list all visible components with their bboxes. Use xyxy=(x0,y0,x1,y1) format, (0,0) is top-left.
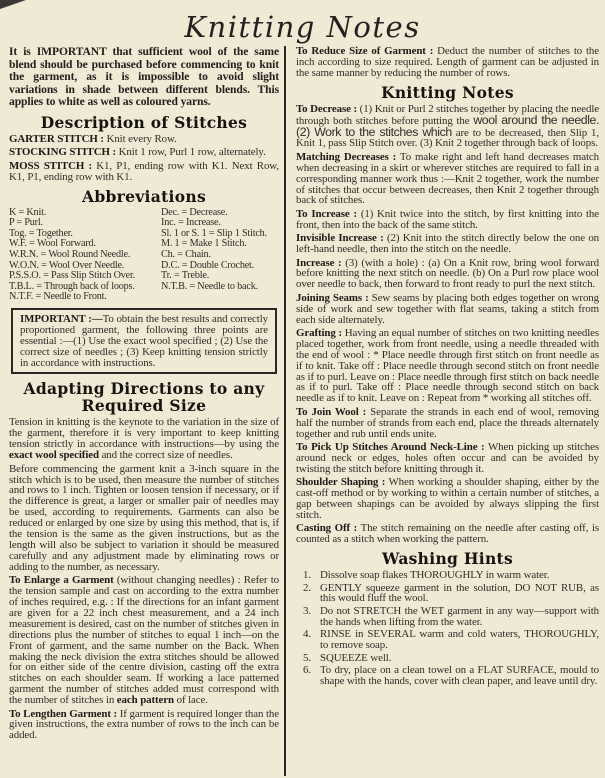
abbreviations-table xyxy=(9,208,279,303)
abbr-entry: Tog. = Together. xyxy=(9,227,73,239)
abbr-entry: M. 1 = Make 1 Stitch. xyxy=(161,238,247,250)
list-text: GENTLY squeeze garment in the solution, DO NOT RUB, as this would fluff the wool. xyxy=(320,581,599,605)
abbr-entry: Tr. = Treble. xyxy=(161,270,210,282)
washing-hints-list xyxy=(296,570,599,687)
para-invisible-increase xyxy=(296,233,599,255)
term: GARTER STITCH : xyxy=(9,132,104,145)
text: Refer to the tension sample and cast on according to the extra number of inches required, e.g. : If the directions for an infant garment are given for a 22 inch chest measurement, and a 24 inch measurement is desired, cast on the number of stitches given in directions plus the number of stitches to equal 1 inch—on the Front of garment, and the same number on the Back. When making the neck division the extra stitches should be allowed for on either side of the centre division, casting off the extra stitches on each shoulder seam. If working a lace patterned garment the number of stitches added must correspond with the number of stitches in xyxy=(9,574,280,707)
text: (2) Knit into the stitch directly below the one on left-hand needle, then into the stitch on the needle. xyxy=(296,232,600,256)
text: Deduct the number of stitches to the inch according to size required. Length of garment can be adjusted in the same manner by reducing the number of rows. xyxy=(296,45,599,79)
abbr-entry: Sl. 1 or S. 1 = Slip 1 Stitch. xyxy=(161,227,267,239)
term: Invisible Increase : xyxy=(296,232,384,245)
list-text: To dry, place on a clean towel on a FLAT SURFACE, mould to shape with the hands, cover with clean paper, and leave until dry. xyxy=(320,663,599,687)
para-increase-with-hole xyxy=(296,258,599,291)
abbr-entry: Inc. = Increase. xyxy=(161,217,221,229)
two-column-layout xyxy=(0,44,605,776)
term: Increase : xyxy=(296,256,342,269)
term: Matching Decreases : xyxy=(296,150,397,163)
abbr-entry: W.O.N. = Wool Over Needle. xyxy=(9,259,125,271)
text: Tension in knitting is the keynote to the variation in the size of the garment, therefore it is very important to keep knitting tension strictly in accordance with instructions—by using the xyxy=(9,416,279,451)
abbreviations-left-list xyxy=(9,208,161,303)
important-paragraph xyxy=(20,314,268,369)
para-joining-seams xyxy=(296,293,599,326)
intro-paragraph: It is IMPORTANT that sufficient wool of the same blend should be purchased before commencing to knit the garment, as it is impossible to avoid slight variations in shade between different blends. This applies to white as well as coloured yarns. xyxy=(9,45,279,109)
para-matching-decreases xyxy=(296,152,599,207)
section-heading-washing-hints: Washing Hints xyxy=(381,549,514,569)
term: To Lengthen Garment : xyxy=(9,707,118,720)
para-lengthen-garment xyxy=(9,709,279,742)
para-grafting xyxy=(296,328,599,404)
term: To Reduce Size of Garment : xyxy=(296,45,434,57)
list-number: 2. xyxy=(303,581,311,594)
list-number: 4. xyxy=(303,628,311,641)
washing-hint xyxy=(296,583,599,605)
right-column xyxy=(286,44,605,776)
section-heading-adapting-directions: Adapting Directions to any Required Size xyxy=(23,379,265,416)
page-title: Knitting Notes xyxy=(184,10,421,44)
text: (3) (with a hole) : (a) On a Knit row, bring wool forward before knitting the next stitch on needle. (b) On a Purl row place wool over needle to back, then forward to front ready to purl the next stitch. xyxy=(296,256,599,291)
text: (1) Knit twice into the stitch, by first knitting into the front, then into the back of the same stitch. xyxy=(296,207,599,231)
abbr-entry: N.T.B. = Needle to back. xyxy=(161,280,258,292)
list-text: Dissolve soap flakes THOROUGHLY in warm water. xyxy=(320,569,550,582)
text: Having an equal number of stitches on two knitting needles placed together, work from front needle, using a needle threaded with the end of wool : * Place needle through first stitch on front needle as if to knit. Take off : Place needle through second stitch on front needle as if to purl. Leave on : Place needle through first stitch on back needle as if to purl. Take off : Place needle through second stitch on back needle as if to knit. Leave on : Repeat from * working all stitches off. xyxy=(296,326,599,405)
definition: Knit 1 row, Purl 1 row, alternately. xyxy=(116,146,266,159)
list-text: RINSE in SEVERAL warm and cold waters, THOROUGHLY, to remove soap. xyxy=(320,628,599,652)
abbr-entry: Ch. = Chain. xyxy=(161,248,211,260)
term: Shoulder Shaping : xyxy=(296,476,386,489)
list-number: 1. xyxy=(303,569,311,582)
text: (1) Knit or Purl 2 stitches together by placing the needle through both stitches before putting the xyxy=(296,102,599,127)
definition: Knit every Row. xyxy=(103,132,177,145)
section-heading-knitting-notes: Knitting Notes xyxy=(381,82,514,102)
emphasis: exact wool specified xyxy=(9,449,99,462)
text: If garment is required longer than the given instructions, the extra number of rows to the inch can be added. xyxy=(9,707,279,742)
stitch-garter xyxy=(9,134,279,145)
term: MOSS STITCH : xyxy=(9,159,93,172)
abbr-entry: K = Knit. xyxy=(9,206,47,218)
para-tension-square: Before commencing the garment knit a 3-inch square in the stitch which is to be used, then measure the number of stitches and rows to 1 inch. Tighten or loosen tension if necessary, or if the difference is great, a larger or smaller pair of needles may be used, according to requirements. Garments can also be reduced or enlarged by one size by using this method, that is, if the tension is the same as the given instructions, but as the length will also be subject to variation it should be measured carefully and any adjustment made by eliminating rows or adding to the number, as necessary. xyxy=(9,462,279,573)
para-to-increase xyxy=(296,209,599,231)
para-shoulder-shaping xyxy=(296,477,599,521)
text: The stitch remaining on the needle after casting off, is counted as a stitch when working the pattern. xyxy=(296,522,600,546)
abbr-entry: W.R.N. = Wool Round Needle. xyxy=(9,248,131,260)
abbr-entry: N.T.F. = Needle to Front. xyxy=(9,291,107,303)
washing-hint xyxy=(296,629,599,651)
para-casting-off xyxy=(296,523,599,545)
term: STOCKING STITCH : xyxy=(9,146,117,159)
text: When picking up stitches around neck or edges, holes often occur and can be avoided by twisting the stitch before knitting through it. xyxy=(296,441,599,475)
para-enlarge-garment xyxy=(9,575,279,706)
text: are to be decreased, then Slip 1, Knit 1, pass Slip Stitch over. (3) Knit 2 together through back of loops. xyxy=(296,126,600,150)
term: IMPORTANT :— xyxy=(20,312,103,325)
text: (without changing needles) : xyxy=(113,574,241,587)
text: When working a shoulder shaping, either by the cast-off method or by working to within a certain number of stitches, a gap between shapings can be avoided by always slipping the first stitch. xyxy=(296,476,599,521)
washing-hint xyxy=(296,653,599,664)
para-reduce-size xyxy=(296,46,599,79)
emphasis: each pattern xyxy=(116,694,174,707)
para-to-join-wool xyxy=(296,407,599,440)
abbr-entry: T.B.L. = Through back of loops. xyxy=(9,280,135,292)
term: Joining Seams : xyxy=(296,291,369,304)
abbr-entry: P = Purl. xyxy=(9,217,43,229)
abbr-entry: P.S.S.O. = Pass Slip Stitch Over. xyxy=(9,270,135,282)
stitch-moss xyxy=(9,161,279,183)
list-text: SQUEEZE well. xyxy=(320,651,392,664)
term: Grafting : xyxy=(296,326,342,339)
text: To obtain the best results and correctly proportioned garment, the following three points are essential :—(1) Use the exact wool specified ; (2) Use the correct size of needles ; (3) Keep knitting tension strictly in accordance with instructions. xyxy=(20,312,268,369)
term: To Enlarge a Garment xyxy=(9,574,114,587)
text: Sew seams by placing both edges together on wrong side of work and sew together with flat seams, taking a stitch from each side alternately. xyxy=(296,291,599,326)
text: To make right and left hand decreases match when decreasing in a skirt or wherever stitches are required to fall in a corresponding manner work thus :—Knit 2 together, work the number of stitches that occur between decreases, then Knit 2 together through back of stitches. xyxy=(296,150,599,207)
para-to-decrease xyxy=(296,104,599,150)
section-heading-description-of-stitches: Description of Stitches xyxy=(40,112,248,132)
para-pick-up-stitches xyxy=(296,442,599,475)
term: To Decrease : xyxy=(296,102,358,115)
term: To Increase : xyxy=(296,207,357,220)
text: and the correct size of needles. xyxy=(98,449,233,462)
term: To Pick Up Stitches Around Neck-Line : xyxy=(296,441,485,453)
washing-hint xyxy=(296,665,599,687)
text: Separate the strands in each end of wool, removing half the number of strands from each end, place the threads alternately together and rub until ends unite. xyxy=(296,405,599,440)
term: Casting Off : xyxy=(296,522,358,535)
abbr-entry: W.F. = Wool Forward. xyxy=(9,238,96,250)
term: To Join Wool : xyxy=(296,405,367,418)
list-number: 6. xyxy=(303,663,311,676)
washing-hint xyxy=(296,606,599,628)
list-number: 3. xyxy=(303,604,311,617)
washing-hint xyxy=(296,570,599,581)
text-different-typeface: wool around the needle. (2) Work to the stitches which xyxy=(296,112,599,139)
definition: K1, P1, ending row with K1. Next Row, K1, P1, ending row with K1. xyxy=(9,159,279,183)
stitch-stocking xyxy=(9,147,279,158)
section-heading-abbreviations: Abbreviations xyxy=(82,186,206,206)
important-notice-box xyxy=(11,308,277,375)
list-text: Do not STRETCH the WET garment in any way—support with the hands when lifting from the water. xyxy=(320,604,599,628)
abbreviations-right-list xyxy=(161,208,279,303)
abbr-entry: D.C. = Double Crochet. xyxy=(161,259,255,271)
para-tension xyxy=(9,417,279,461)
text: of lace. xyxy=(173,694,208,707)
left-column xyxy=(0,44,284,776)
list-number: 5. xyxy=(303,651,311,664)
abbr-entry: Dec. = Decrease. xyxy=(161,206,228,218)
